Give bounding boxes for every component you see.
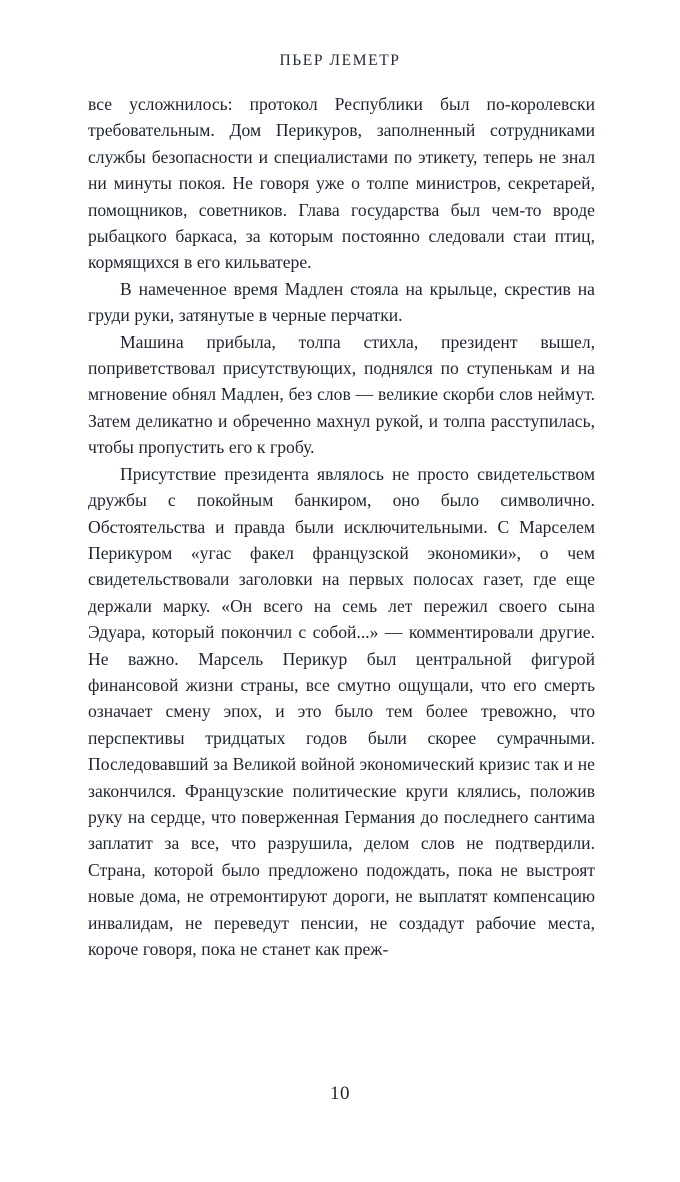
paragraph-3: Машина прибыла, толпа стихла, президент вышел, поприветствовал присутствующих, поднялся по ступенькам и на мгновение обнял Мадлен, без слов — великие скорби слов неймут. Затем деликатно и обреченно махнул рукой, и толпа расступилась, чтобы пропустить его к гробу.: [88, 331, 595, 458]
page-number: 10: [330, 1083, 350, 1104]
body-text: [88, 91, 595, 962]
paragraph-2: В намеченное время Мадлен стояла на крыльце, скрестив на груди руки, затянутые в черные перчатки.: [88, 278, 595, 326]
paragraph-4: Присутствие президента являлось не просто свидетельством дружбы с покойным банкиром, оно было символично. Обстоятельства и правда были исключительными. С Марселем Перикуром «угас факел французской экономики», о чем свидетельствовали заголовки на первых полосах газет, где еще держали марку. «Он всего на семь лет пережил своего сына Эдуара, который покончил с собой...» — комментировали другие. Не важно. Марсель Перикур был центральной фигурой финансовой жизни страны, все смутно ощущали, что его смерть означает смену эпох, и это было тем более тревожно, что перспективы тридцатых годов были скорее сумрачными. Последовавший за Великой войной экономический кризис так и не закончился. Французские политические круги клялись, положив руку на сердце, что поверженная Германия до последнего сантима заплатит за все, что разрушила, делом слов не подтвердили. Страна, которой было предложено подождать, пока не выстроят новые дома, не отремонтируют дороги, не выплатят компенсацию инвалидам, не переведут пенсии, не создадут рабочие места, короче говоря, пока не станет как преж-: [88, 463, 595, 959]
running-head: ПЬЕР ЛЕМЕТР: [279, 52, 401, 69]
paragraph-1: все усложнилось: протокол Республики был по-королевски требовательным. Дом Перикуров, заполненный сотрудниками службы безопасности и специалистами по этикету, теперь не знал ни минуты покоя. Не говоря уже о толпе министров, секретарей, помощников, советников. Глава государства был чем-то вроде рыбацкого баркаса, за которым постоянно следовали стаи птиц, кормящихся в его кильватере.: [88, 94, 595, 273]
